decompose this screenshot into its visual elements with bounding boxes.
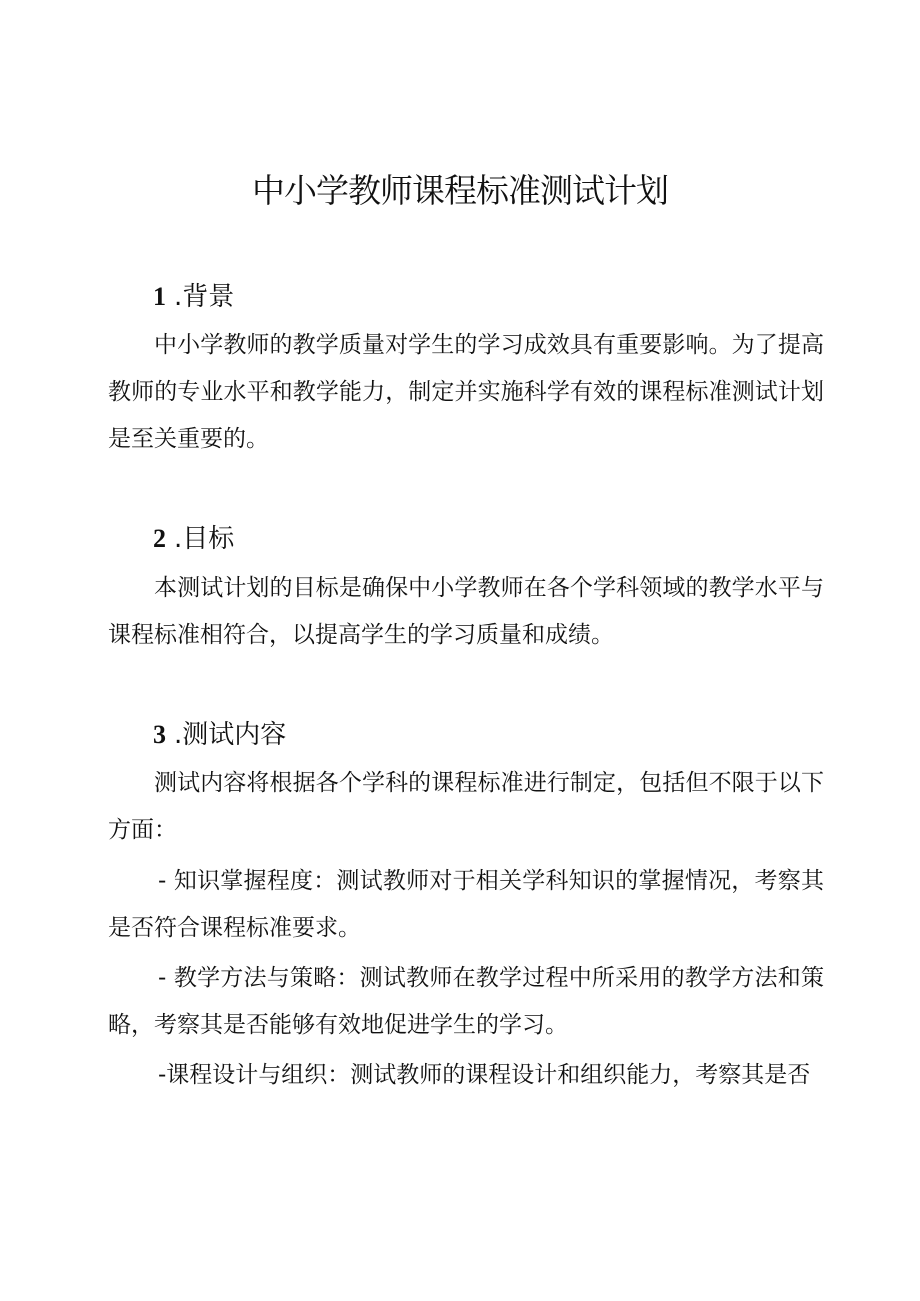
paragraph-test-content-intro: 测试内容将根据各个学科的课程标准进行制定，包括但不限于以下方面： — [108, 770, 824, 843]
section-heading-goal — [153, 519, 234, 559]
list-item-knowledge: - 知识掌握程度：测试教师对于相关学科知识的掌握情况，考察其是否符合课程标准要求。 — [108, 868, 824, 941]
paragraph-goal: 本测试计划的目标是确保中小学教师在各个学科领域的教学水平与课程标准相符合，以提高学生的学习质量和成绩。 — [108, 575, 824, 648]
section-number: 1 — [153, 282, 166, 311]
section-heading-text: .背景 — [174, 282, 235, 312]
section-number: 2 — [153, 524, 166, 553]
list-item-teaching-methods: - 教学方法与策略：测试教师在教学过程中所采用的教学方法和策略，考察其是否能够有效地促进学生的学习。 — [108, 965, 824, 1038]
paragraph-background: 中小学教师的教学质量对学生的学习成效具有重要影响。为了提高教师的专业水平和教学能力，制定并实施科学有效的课程标准测试计划是至关重要的。 — [108, 332, 824, 452]
section-heading-text: .测试内容 — [174, 720, 287, 750]
section-number: 3 — [153, 720, 166, 749]
section-heading-test-content — [153, 715, 286, 755]
section-heading-text: .目标 — [174, 524, 235, 554]
document-title: 中小学教师课程标准测试计划 — [252, 171, 668, 210]
list-item-course-design: -课程设计与组织：测试教师的课程设计和组织能力，考察其是否 — [158, 1062, 811, 1088]
section-heading-background — [153, 277, 234, 317]
